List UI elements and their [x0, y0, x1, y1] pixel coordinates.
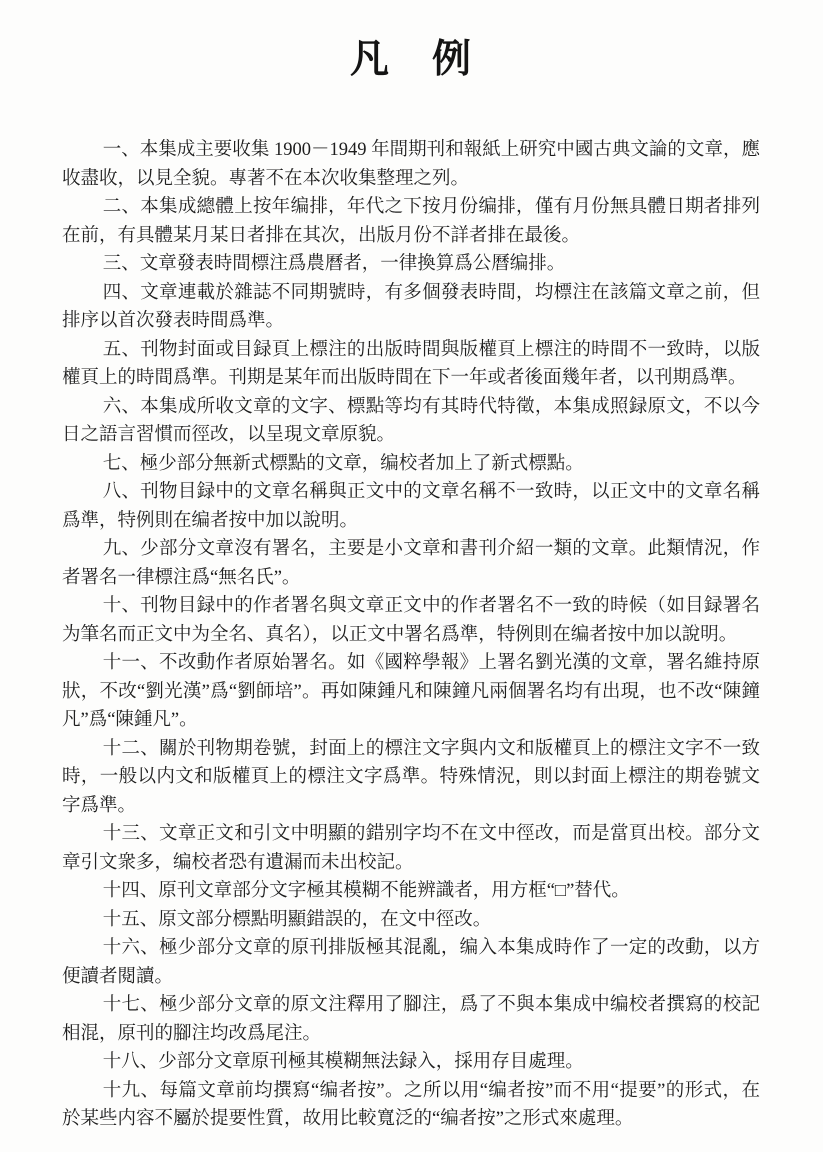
convention-item-16: 十六、極少部分文章的原刊排版極其混亂，编入本集成時作了一定的改動，以方便讀者閱讀。 [62, 938, 760, 987]
conventions-list [62, 136, 760, 1134]
convention-item-8: 八、刊物目録中的文章名稱與正文中的文章名稱不一致時，以正文中的文章名稱爲準，特例則在编者按中加以說明。 [62, 482, 760, 531]
convention-item-1: 一、本集成主要收集 1900－1949 年間期刊和報紙上研究中國古典文論的文章，應收盡收，以見全貌。專著不在本次收集整理之列。 [62, 140, 760, 189]
convention-item-5: 五、刊物封面或目録頁上標注的出版時間與版權頁上標注的時間不一致時，以版權頁上的時間爲準。刊期是某年而出版時間在下一年或者後面幾年者，以刊期爲準。 [62, 339, 760, 388]
convention-item-6: 六、本集成所收文章的文字、標點等均有其時代特徵，本集成照録原文，不以今日之語言習慣而徑改，以呈現文章原貌。 [62, 396, 760, 445]
convention-item-11: 十一、不改動作者原始署名。如《國粹學報》上署名劉光漢的文章，署名維持原狀，不改“劉光漢”爲“劉師培”。再如陳鍾凡和陳鐘凡兩個署名均有出現，也不改“陳鐘凡”爲“陳鍾凡”。 [62, 653, 760, 730]
convention-item-14: 十四、原刊文章部分文字極其模糊不能辨識者，用方框“□”替代。 [102, 881, 630, 901]
convention-item-3: 三、文章發表時間標注爲農曆者，一律換算爲公曆编排。 [102, 254, 566, 274]
convention-item-15: 十五、原文部分標點明顯錯誤的，在文中徑改。 [102, 909, 492, 930]
convention-item-2: 二、本集成總體上按年编排，年代之下按月份编排，僅有月份無具體日期者排列在前，有具體某月某日者排在其次，出版月份不詳者排在最後。 [62, 197, 760, 246]
convention-item-10: 十、刊物目録中的作者署名與文章正文中的作者署名不一致的時候（如目録署名为筆名而正文中为全名、真名），以正文中署名爲準，特例則在编者按中加以說明。 [62, 596, 760, 645]
convention-item-4: 四、文章連載於雜誌不同期號時，有多個發表時間，均標注在該篇文章之前，但排序以首次發表時間爲準。 [62, 282, 760, 331]
convention-item-13: 十三、文章正文和引文中明顯的錯别字均不在文中徑改，而是當頁出校。部分文章引文衆多，编校者恐有遺漏而未出校記。 [62, 824, 760, 873]
convention-item-19: 十九、每篇文章前均撰寫“编者按”。之所以用“编者按”而不用“提要”的形式，在於某些内容不屬於提要性質，故用比較寬泛的“编者按”之形式來處理。 [62, 1080, 760, 1129]
convention-item-7: 七、極少部分無新式標點的文章，编校者加上了新式標點。 [102, 453, 584, 474]
convention-item-18: 十八、少部分文章原刊極其模糊無法録入，採用存目處理。 [102, 1052, 584, 1072]
convention-item-17: 十七、極少部分文章的原文注釋用了腳注，爲了不與本集成中编校者撰寫的校記相混，原刊的腳注均改爲尾注。 [62, 995, 760, 1044]
page-title: 凡 例 [349, 38, 473, 81]
convention-item-12: 十二、關於刊物期卷號，封面上的標注文字與内文和版權頁上的標注文字不一致時，一般以内文和版權頁上的標注文字爲準。特殊情況，則以封面上標注的期卷號文字爲準。 [62, 738, 760, 816]
convention-item-9: 九、少部分文章沒有署名，主要是小文章和書刊介紹一類的文章。此類情況，作者署名一律標注爲“無名氏”。 [62, 539, 760, 588]
